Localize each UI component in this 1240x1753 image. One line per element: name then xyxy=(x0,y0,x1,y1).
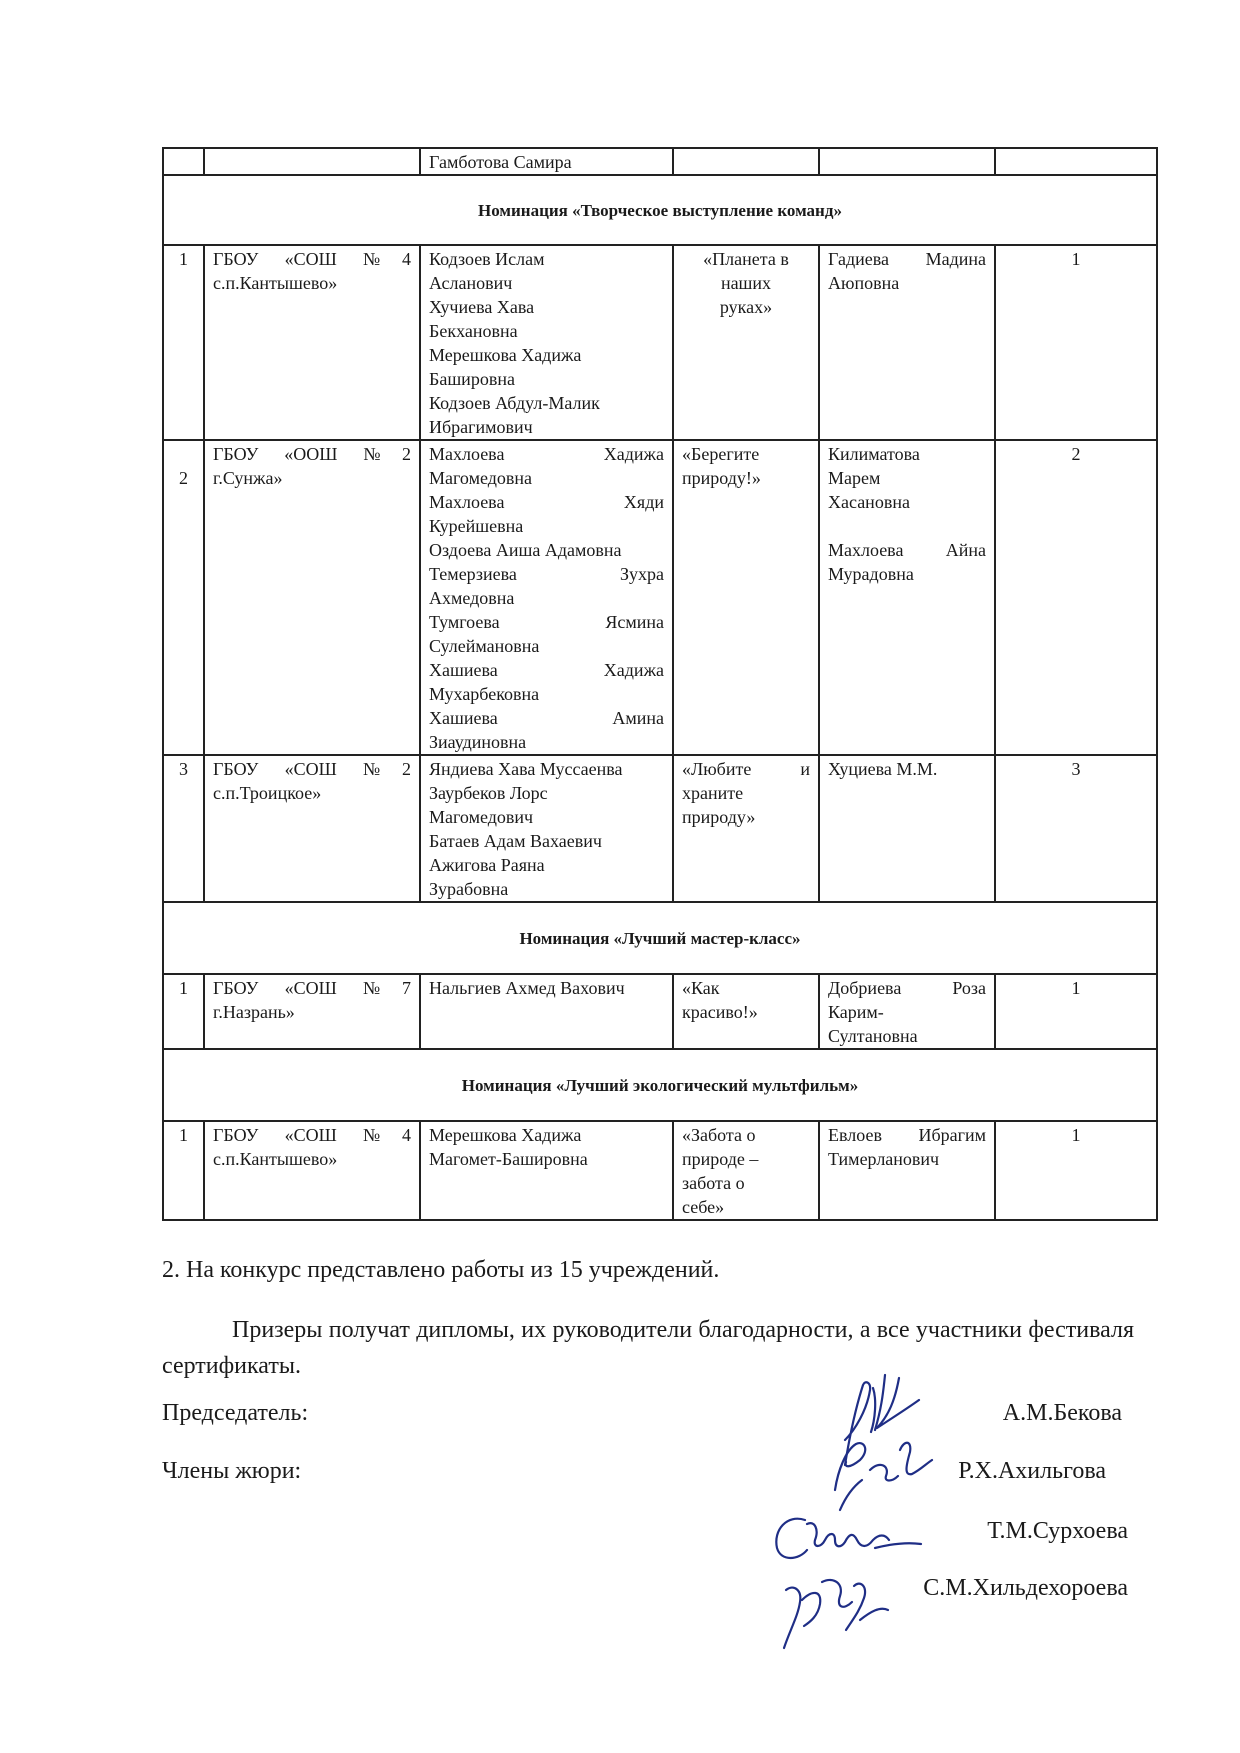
participant-line: Хашиева Амина xyxy=(429,708,664,728)
work-line: себе» xyxy=(682,1197,725,1217)
leader-cell xyxy=(819,245,995,440)
leader-line: Тимерланович xyxy=(828,1149,940,1169)
leader-line: Аюповна xyxy=(828,273,900,293)
participant-line: Махлоева Хадижа xyxy=(429,444,664,464)
row-number: 1 xyxy=(163,245,204,440)
work-title-cell xyxy=(673,1121,819,1220)
school-line: ГБОУ «СОШ №4 xyxy=(213,249,411,269)
chair-label: Председатель: xyxy=(162,1400,309,1426)
school-line: ГБОУ «СОШ №7 xyxy=(213,978,411,998)
row-number: 2 xyxy=(163,440,204,755)
school-line: с.п.Кантышево» xyxy=(213,1149,338,1169)
nomination-title: Номинация «Лучший мастер-класс» xyxy=(163,902,1157,974)
participants-cell xyxy=(420,974,673,1049)
participant-line: Махлоева Хяди xyxy=(429,492,664,512)
work-line: руках» xyxy=(719,297,773,317)
participant-line: Тумгоева Ясмина xyxy=(429,612,664,632)
table-row xyxy=(163,245,1157,440)
work-title-cell xyxy=(673,245,819,440)
participant-line: Магомедовна xyxy=(429,468,533,488)
participant-line: Ибрагимович xyxy=(429,417,533,437)
work-line: «Планета в xyxy=(703,249,789,269)
table-cell xyxy=(163,148,204,175)
participant-line: Сулеймановна xyxy=(429,636,540,656)
participant-line: Мухарбековна xyxy=(429,684,540,704)
leader-line: Махлоева Айна xyxy=(828,540,986,560)
signatory-name: С.М.Хильдехороева xyxy=(923,1575,1128,1601)
signatory-name: Р.Х.Ахильгова xyxy=(958,1458,1106,1484)
participants-cell xyxy=(420,245,673,440)
leader-line: Султановна xyxy=(828,1026,918,1046)
nomination-row xyxy=(163,1049,1157,1121)
participant-line: Асланович xyxy=(429,273,513,293)
leader-cell xyxy=(819,440,995,755)
table-cell xyxy=(995,148,1157,175)
nomination-row xyxy=(163,175,1157,245)
nomination-title: Номинация «Творческое выступление команд» xyxy=(163,175,1157,245)
participants-cell xyxy=(420,440,673,755)
participants-cell xyxy=(420,1121,673,1220)
participant-line: Ахмедовна xyxy=(429,588,515,608)
participant-line: Темерзиева Зухра xyxy=(429,564,664,584)
participant-line: Кодзоев Ислам xyxy=(429,249,545,269)
table-row xyxy=(163,148,1157,175)
leader-line: Марем xyxy=(828,468,881,488)
leader-line: Евлоев Ибрагим xyxy=(828,1125,986,1145)
participant-line: Башировна xyxy=(429,369,515,389)
work-line: красиво!» xyxy=(682,1002,758,1022)
work-line: храните xyxy=(682,783,744,803)
table-row xyxy=(163,974,1157,1049)
school-cell xyxy=(204,974,420,1049)
place-cell: 3 xyxy=(995,755,1157,902)
participants-cell xyxy=(420,755,673,902)
participant-line: Магомет-Башировна xyxy=(429,1149,588,1169)
school-cell xyxy=(204,440,420,755)
work-line: «Как xyxy=(682,978,720,998)
participant-line: Оздоева Аиша Адамовна xyxy=(429,540,622,560)
signatory-name: А.М.Бекова xyxy=(1002,1400,1122,1426)
leader-line: Килиматова xyxy=(828,444,920,464)
work-line: «Любите и xyxy=(682,759,810,779)
participant-line: Заурбеков Лорс xyxy=(429,783,548,803)
participant-line: Яндиева Хава Муссаенва xyxy=(429,759,623,779)
school-cell xyxy=(204,755,420,902)
school-line: с.п.Кантышево» xyxy=(213,273,338,293)
handwritten-signature xyxy=(760,1560,910,1655)
participant-line: Курейшевна xyxy=(429,516,524,536)
row-number: 1 xyxy=(163,1121,204,1220)
table-row xyxy=(163,755,1157,902)
place-cell: 1 xyxy=(995,245,1157,440)
row-number: 1 xyxy=(163,974,204,1049)
participant-line: Батаев Адам Вахаевич xyxy=(429,831,602,851)
participants-cell xyxy=(420,148,673,175)
work-line: природу!» xyxy=(682,468,761,488)
table-cell xyxy=(819,148,995,175)
participant-line: Нальгиев Ахмед Вахович xyxy=(429,978,625,998)
work-line: «Забота о xyxy=(682,1125,756,1145)
participant-line: Ажигова Раяна xyxy=(429,855,545,875)
leader-line: Хасановна xyxy=(828,492,910,512)
participant-line: Хашиева Хадижа xyxy=(429,660,664,680)
paragraph-institutions: 2. На конкурс представлено работы из 15 учреждений. xyxy=(162,1257,720,1283)
nomination-title: Номинация «Лучший экологический мультфильм» xyxy=(163,1049,1157,1121)
results-table xyxy=(162,147,1158,1221)
members-label: Члены жюри: xyxy=(162,1458,302,1484)
place-cell: 2 xyxy=(995,440,1157,755)
leader-line: Гадиева Мадина xyxy=(828,249,986,269)
participant-line: Зиаудиновна xyxy=(429,732,527,752)
work-title-cell xyxy=(673,974,819,1049)
leader-cell xyxy=(819,974,995,1049)
participant-line: Мерешкова Хадижа xyxy=(429,1125,582,1145)
leader-line: Мурадовна xyxy=(828,564,914,584)
row-number: 3 xyxy=(163,755,204,902)
leader-line: Добриева Роза xyxy=(828,978,986,998)
school-line: ГБОУ «СОШ №2 xyxy=(213,759,411,779)
place-cell: 1 xyxy=(995,1121,1157,1220)
work-line: наших xyxy=(720,273,772,293)
work-line: природе – xyxy=(682,1149,759,1169)
table-cell xyxy=(673,148,819,175)
school-line: ГБОУ «ООШ №2 xyxy=(213,444,411,464)
school-line: г.Назрань» xyxy=(213,1002,295,1022)
table-row xyxy=(163,1121,1157,1220)
nomination-row xyxy=(163,902,1157,974)
work-title-cell xyxy=(673,440,819,755)
leader-line: Карим- xyxy=(828,1002,884,1022)
work-line: «Берегите xyxy=(682,444,760,464)
paragraph-awards: Призеры получат дипломы, их руководители благодарности, а все участники фестиваля сертификаты. xyxy=(162,1317,1134,1379)
leader-line xyxy=(828,514,986,538)
participant-line: Магомедович xyxy=(429,807,534,827)
participant-line: Зурабовна xyxy=(429,879,509,899)
school-line: ГБОУ «СОШ №4 xyxy=(213,1125,411,1145)
work-line: природу» xyxy=(682,807,756,827)
school-line: г.Сунжа» xyxy=(213,468,283,488)
work-title-cell xyxy=(673,755,819,902)
table-row xyxy=(163,440,1157,755)
school-cell xyxy=(204,1121,420,1220)
participant-line: Хучиева Хава xyxy=(429,297,535,317)
leader-cell xyxy=(819,1121,995,1220)
leader-cell xyxy=(819,755,995,902)
work-line: забота о xyxy=(682,1173,745,1193)
school-line: с.п.Троицкое» xyxy=(213,783,322,803)
school-cell xyxy=(204,245,420,440)
table-cell xyxy=(204,148,420,175)
participant-line: Кодзоев Абдул-Малик xyxy=(429,393,600,413)
leader-line: Хуциева М.М. xyxy=(828,759,938,779)
signatory-name: Т.М.Сурхоева xyxy=(987,1518,1128,1544)
place-cell: 1 xyxy=(995,974,1157,1049)
participant-line: Мерешкова Хадижа xyxy=(429,345,582,365)
participant-line: Бекхановна xyxy=(429,321,518,341)
participant-line: Гамботова Самира xyxy=(429,152,572,172)
